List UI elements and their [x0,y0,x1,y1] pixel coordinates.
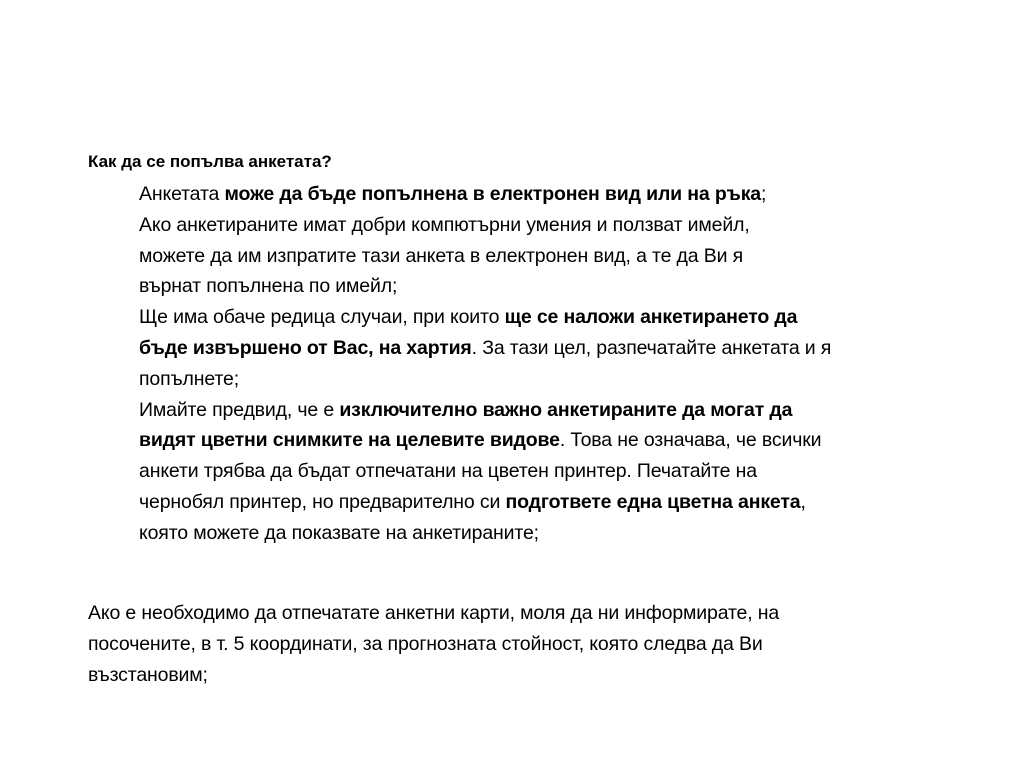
text-segment: можете да им изпратите тази анкета в електронен вид, а те да Ви я [139,244,744,267]
text-line [139,395,831,426]
text-segment: ; [761,183,767,205]
bold-text-segment: видят цветни снимките на целевите видове [139,429,560,452]
text-segment: която можете да показвате на анкетираните; [139,521,539,544]
bold-text-segment: подгответе една цветна анкета [505,490,801,513]
text-segment: Ще има обаче редица случаи, при които [139,306,505,329]
text-segment: , [800,490,806,513]
text-line [139,425,831,456]
text-segment: . Това не означава, че всички [559,429,822,452]
text-segment: върнат попълнена по имейл; [139,275,398,298]
text-segment: Анкетата [139,183,225,205]
bold-text-segment: ще се наложи анкетирането да [504,306,798,329]
text-segment: посочените, в т. 5 координати, за прогнозната стойност, която следва да Ви [88,632,763,655]
text-line [139,271,831,302]
printing-note [88,598,779,690]
text-segment: Ако анкетираните имат добри компютърни умения и ползват имейл, [139,213,750,236]
text-segment: възстановим; [88,663,208,686]
text-line [139,333,831,364]
text-line [139,179,831,210]
slide-title: Как да се попълва анкетата? [88,152,332,171]
text-line [139,364,831,395]
text-line [139,241,831,272]
text-line [139,487,831,518]
text-segment: попълнете; [139,367,239,390]
text-line [139,456,831,487]
bold-text-segment: бъде извършено от Вас, на хартия [139,336,472,359]
text-segment: Имайте предвид, че е [139,398,340,421]
text-segment: . За тази цел, разпечатайте анкетата и я [471,336,832,359]
text-line [139,210,831,241]
text-segment: чернобял принтер, но предварително си [139,490,506,513]
text-line [88,598,779,629]
bold-text-segment: изключително важно анкетираните да могат да [339,398,793,421]
bold-text-segment: може да бъде попълнена в електронен вид или на ръка [224,183,762,205]
text-line [139,518,831,549]
instructions-list [139,179,831,549]
text-segment: Ако е необходимо да отпечатате анкетни карти, моля да ни информирате, на [88,602,780,624]
text-line [88,660,779,691]
text-line [139,302,831,333]
text-line [88,629,779,660]
text-segment: анкети трябва да бъдат отпечатани на цветен принтер. Печатайте на [139,460,757,483]
